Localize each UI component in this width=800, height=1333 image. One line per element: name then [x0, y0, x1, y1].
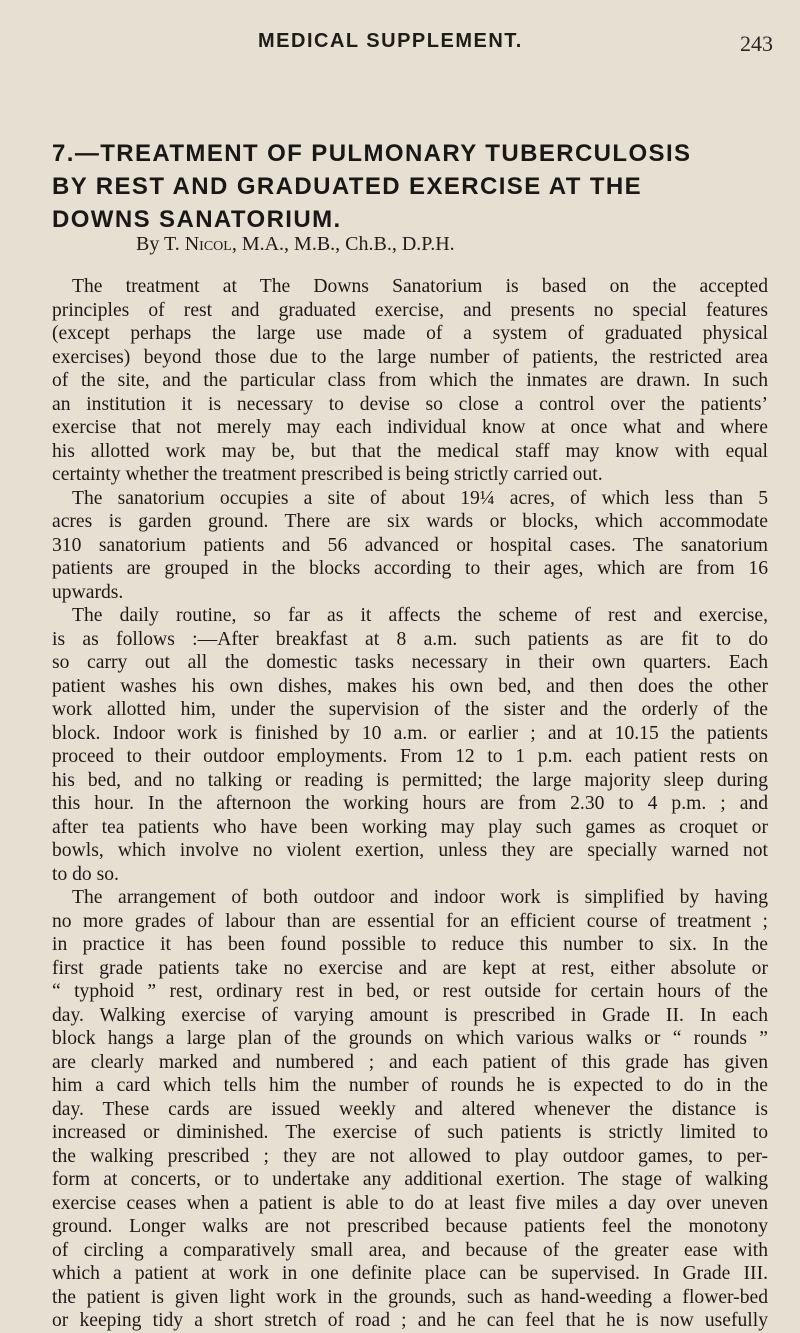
body-line: in practice it has been found possible to reduce this number to six. In the	[52, 934, 768, 955]
body-line: patients are grouped in the blocks according to their ages, which are from 16	[52, 558, 768, 579]
body-line: is as follows :—After breakfast at 8 a.m. such patients as are fit to do	[52, 628, 768, 650]
body-line: are clearly marked and numbered ; and each patient of this grade has given	[52, 1051, 768, 1073]
heading-line: 7.—TREATMENT OF PULMONARY TUBERCULOSIS	[52, 140, 692, 167]
body-line: day. These cards are issued weekly and altered whenever the distance is	[52, 1098, 768, 1120]
page-number: 243	[740, 31, 773, 56]
byline-prefix: By T.	[136, 233, 185, 255]
article-body	[52, 275, 768, 1333]
body-line: proceed to their outdoor employments. From 12 to 1 p.m. each patient rests on	[52, 746, 768, 767]
body-line: “ typhoid ” rest, ordinary rest in bed, or rest outside for certain hours of the	[52, 981, 768, 1002]
body-line: exercises) beyond those due to the large number of patients, the restricted area	[52, 346, 768, 368]
body-line: exercise ceases when a patient is able to do at least five miles a day over uneven	[52, 1192, 768, 1214]
body-line: his allotted work may be, but that the medical staff may know with equal	[52, 440, 768, 462]
body-line: work allotted him, under the supervision of the sister and the orderly of the	[52, 699, 768, 720]
body-line: acres is garden ground. There are six wards or blocks, which accommodate	[52, 511, 768, 532]
body-line: to do so.	[52, 863, 119, 885]
byline-author: Nicol	[184, 233, 232, 255]
body-line: The daily routine, so far as it affects the scheme of rest and exercise,	[72, 605, 768, 626]
body-line: him a card which tells him the number of rounds he is expected to do in the	[52, 1075, 768, 1096]
body-line: the walking prescribed ; they are not allowed to play outdoor games, to per-	[52, 1145, 768, 1167]
body-line: after tea patients who have been working may play such games as croquet or	[52, 816, 768, 838]
body-line: block hangs a large plan of the grounds on which various walks or “ rounds ”	[52, 1028, 768, 1049]
heading-line: DOWNS SANATORIUM.	[52, 206, 342, 233]
article-heading	[52, 137, 772, 236]
body-line: exercise that not merely may each individual know at once what and where	[52, 417, 768, 438]
body-line: (except perhaps the large use made of a system of graduated physical	[52, 323, 768, 344]
body-line: principles of rest and graduated exercise, and presents no special features	[52, 299, 768, 321]
body-line: form at concerts, or to undertake any additional exertion. The stage of walking	[52, 1169, 768, 1190]
body-line: or keeping tidy a short stretch of road ; and he can feel that he is now usefully	[52, 1310, 768, 1331]
body-line: ground. Longer walks are not prescribed because patients feel the monotony	[52, 1216, 768, 1237]
body-line: The treatment at The Downs Sanatorium is based on the accepted	[72, 276, 768, 297]
running-head	[0, 30, 800, 60]
running-title: MEDICAL SUPPLEMENT.	[258, 30, 523, 52]
body-line: of circling a comparatively small area, and because of the greater ease with	[52, 1239, 768, 1261]
body-line: first grade patients take no exercise and are kept at rest, either absolute or	[52, 957, 768, 979]
body-line: bowls, which involve no violent exertion, unless they are specially warned not	[52, 840, 768, 861]
body-line: day. Walking exercise of varying amount is prescribed in Grade II. In each	[52, 1004, 768, 1026]
body-line: block. Indoor work is finished by 10 a.m. or earlier ; and at 10.15 the patients	[52, 722, 768, 744]
body-line: this hour. In the afternoon the working hours are from 2.30 to 4 p.m. ; and	[52, 793, 768, 814]
body-line: his bed, and no talking or reading is permitted; the large majority sleep during	[52, 769, 768, 791]
body-line: The sanatorium occupies a site of about 19¼ acres, of which less than 5	[72, 487, 768, 509]
body-line: 310 sanatorium patients and 56 advanced or hospital cases. The sanatorium	[52, 534, 768, 556]
body-line: The arrangement of both outdoor and indoor work is simplified by having	[72, 887, 768, 908]
body-line: of the site, and the particular class from which the inmates are drawn. In such	[52, 370, 768, 391]
byline	[136, 233, 455, 256]
body-line: increased or diminished. The exercise of such patients is strictly limited to	[52, 1122, 768, 1143]
body-line: no more grades of labour than are essential for an efficient course of treatment ;	[52, 910, 768, 932]
body-line: an institution it is necessary to devise so close a control over the patients’	[52, 393, 768, 415]
body-line: patient washes his own dishes, makes his own bed, and then does the other	[52, 675, 768, 697]
body-line: the patient is given light work in the grounds, such as hand-weeding a flower-bed	[52, 1286, 768, 1308]
body-line: so carry out all the domestic tasks necessary in their own quarters. Each	[52, 652, 768, 673]
byline-credentials: , M.A., M.B., Ch.B., D.P.H.	[231, 233, 455, 255]
body-line: which a patient at work in one definite place can be supervised. In Grade III.	[52, 1263, 768, 1284]
body-line: certainty whether the treatment prescribed is being strictly carried out.	[52, 464, 603, 485]
body-line: upwards.	[52, 581, 124, 603]
heading-line: BY REST AND GRADUATED EXERCISE AT THE	[52, 173, 643, 200]
